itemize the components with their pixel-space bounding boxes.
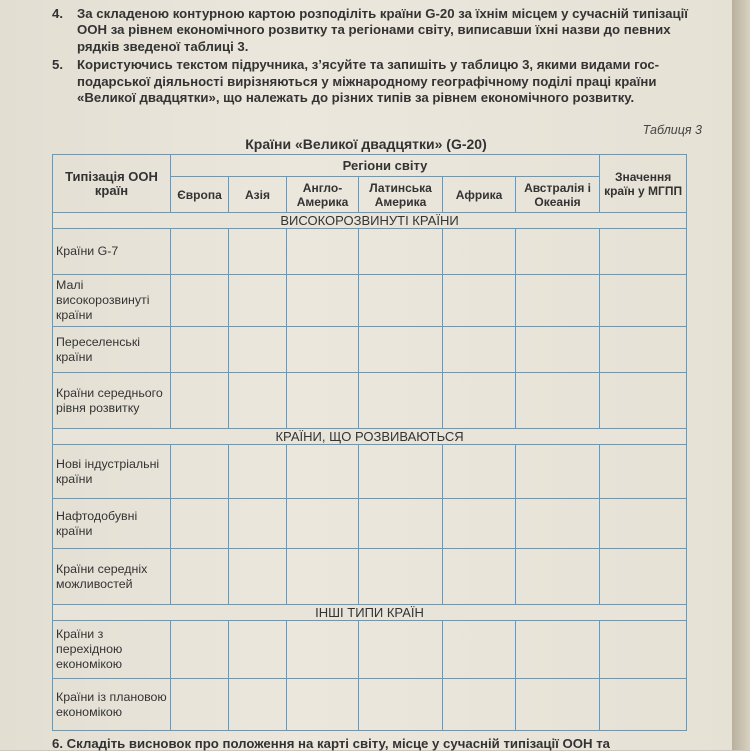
blank-answer-cell[interactable] xyxy=(359,679,443,731)
blank-answer-cell[interactable] xyxy=(443,679,516,731)
blank-answer-cell[interactable] xyxy=(171,549,229,605)
blank-answer-cell[interactable] xyxy=(287,499,359,549)
task-number: 4. xyxy=(52,6,63,21)
blank-answer-cell[interactable] xyxy=(359,229,443,275)
blank-answer-cell[interactable] xyxy=(229,621,287,679)
blank-answer-cell[interactable] xyxy=(229,327,287,373)
table-title: Країни «Великої двадцятки» (G-20) xyxy=(245,136,487,152)
blank-answer-cell[interactable] xyxy=(443,499,516,549)
row-label: Країни G-7 xyxy=(53,229,171,275)
page-edge xyxy=(732,0,750,750)
blank-answer-cell[interactable] xyxy=(516,229,600,275)
header-region: Азія xyxy=(229,177,287,213)
table-row xyxy=(53,327,687,373)
header-region: Англо-Америка xyxy=(287,177,359,213)
blank-answer-cell[interactable] xyxy=(443,445,516,499)
blank-answer-cell[interactable] xyxy=(600,679,687,731)
blank-answer-cell[interactable] xyxy=(359,373,443,429)
blank-answer-cell[interactable] xyxy=(229,445,287,499)
row-label: Нафтодобувні країни xyxy=(53,499,171,549)
blank-answer-cell[interactable] xyxy=(443,373,516,429)
blank-answer-cell[interactable] xyxy=(171,327,229,373)
header-region: Латинська Америка xyxy=(359,177,443,213)
table-row xyxy=(53,373,687,429)
task-text: За складеною контурною картою розподіліть країни G-20 за їхнім місцем у сучасній типізації ООН за рівнем економічного розвитку та регіонами світу, виписавши їхні назви до певних рядків зведеної таблиці 3. xyxy=(77,6,688,54)
blank-answer-cell[interactable] xyxy=(287,621,359,679)
blank-answer-cell[interactable] xyxy=(287,373,359,429)
blank-answer-cell[interactable] xyxy=(443,327,516,373)
blank-answer-cell[interactable] xyxy=(516,373,600,429)
blank-answer-cell[interactable] xyxy=(171,499,229,549)
row-label: Малі високорозвинуті країни xyxy=(53,275,171,327)
row-label: Країни середнього рівня розвитку xyxy=(53,373,171,429)
row-label: Країни з перехідною економікою xyxy=(53,621,171,679)
blank-answer-cell[interactable] xyxy=(600,229,687,275)
g20-table xyxy=(52,154,687,731)
blank-answer-cell[interactable] xyxy=(443,229,516,275)
blank-answer-cell[interactable] xyxy=(600,275,687,327)
section-heading: ВИСОКОРОЗВИНУТІ КРАЇНИ xyxy=(53,213,687,229)
header-significance: Значення країн у МГПП xyxy=(600,155,687,213)
task-4 xyxy=(52,6,688,55)
table-row xyxy=(53,229,687,275)
blank-answer-cell[interactable] xyxy=(229,373,287,429)
blank-answer-cell[interactable] xyxy=(516,549,600,605)
blank-answer-cell[interactable] xyxy=(516,679,600,731)
blank-answer-cell[interactable] xyxy=(287,229,359,275)
task-text: Користуючись текстом підручника, з’ясуйте та запишіть у таблицю 3, якими видами гос-подарської діяльності вирізняються у міжнародному географічному поділі праці країни «Великої двадцятки», що належать до різних типів за рівнем економічного розвитку. xyxy=(77,57,660,106)
header-typization: Типізація ООН країн xyxy=(53,155,171,213)
task-5 xyxy=(52,57,688,106)
header-regions: Регіони світу xyxy=(171,155,600,177)
blank-answer-cell[interactable] xyxy=(443,275,516,327)
blank-answer-cell[interactable] xyxy=(171,373,229,429)
header-region: Австралія і Океанія xyxy=(516,177,600,213)
blank-answer-cell[interactable] xyxy=(443,549,516,605)
header-region: Європа xyxy=(171,177,229,213)
row-label: Переселенські країни xyxy=(53,327,171,373)
blank-answer-cell[interactable] xyxy=(516,445,600,499)
table-row xyxy=(53,621,687,679)
blank-answer-cell[interactable] xyxy=(229,275,287,327)
blank-answer-cell[interactable] xyxy=(171,229,229,275)
blank-answer-cell[interactable] xyxy=(171,679,229,731)
task-number: 5. xyxy=(52,57,63,73)
blank-answer-cell[interactable] xyxy=(287,549,359,605)
blank-answer-cell[interactable] xyxy=(600,327,687,373)
blank-answer-cell[interactable] xyxy=(516,275,600,327)
blank-answer-cell[interactable] xyxy=(359,327,443,373)
table-row xyxy=(53,679,687,731)
row-label: Країни середніх можливостей xyxy=(53,549,171,605)
blank-answer-cell[interactable] xyxy=(229,549,287,605)
blank-answer-cell[interactable] xyxy=(287,327,359,373)
table-row xyxy=(53,275,687,327)
blank-answer-cell[interactable] xyxy=(229,679,287,731)
blank-answer-cell[interactable] xyxy=(359,621,443,679)
blank-answer-cell[interactable] xyxy=(359,549,443,605)
section-heading: КРАЇНИ, ЩО РОЗВИВАЮТЬСЯ xyxy=(53,429,687,445)
blank-answer-cell[interactable] xyxy=(359,445,443,499)
table-row xyxy=(53,445,687,499)
section-heading: ІНШІ ТИПИ КРАЇН xyxy=(53,605,687,621)
blank-answer-cell[interactable] xyxy=(516,499,600,549)
blank-answer-cell[interactable] xyxy=(359,275,443,327)
table-caption: Таблиця 3 xyxy=(642,123,702,137)
blank-answer-cell[interactable] xyxy=(229,229,287,275)
blank-answer-cell[interactable] xyxy=(600,445,687,499)
header-region: Африка xyxy=(443,177,516,213)
blank-answer-cell[interactable] xyxy=(600,549,687,605)
blank-answer-cell[interactable] xyxy=(600,373,687,429)
blank-answer-cell[interactable] xyxy=(516,327,600,373)
blank-answer-cell[interactable] xyxy=(359,499,443,549)
blank-answer-cell[interactable] xyxy=(171,275,229,327)
blank-answer-cell[interactable] xyxy=(171,621,229,679)
blank-answer-cell[interactable] xyxy=(171,445,229,499)
blank-answer-cell[interactable] xyxy=(229,499,287,549)
table-row xyxy=(53,549,687,605)
blank-answer-cell[interactable] xyxy=(287,275,359,327)
task-list xyxy=(52,6,688,108)
blank-answer-cell[interactable] xyxy=(443,621,516,679)
row-label: Країни із плановою економікою xyxy=(53,679,171,731)
blank-answer-cell[interactable] xyxy=(516,621,600,679)
table-row xyxy=(53,499,687,549)
blank-answer-cell[interactable] xyxy=(287,679,359,731)
blank-answer-cell[interactable] xyxy=(287,445,359,499)
next-task-text: 6. Складіть висновок про положення на карті світу, місце у сучасній типізації ООН та xyxy=(52,736,610,751)
blank-answer-cell[interactable] xyxy=(600,621,687,679)
row-label: Нові індустріальні країни xyxy=(53,445,171,499)
blank-answer-cell[interactable] xyxy=(600,499,687,549)
